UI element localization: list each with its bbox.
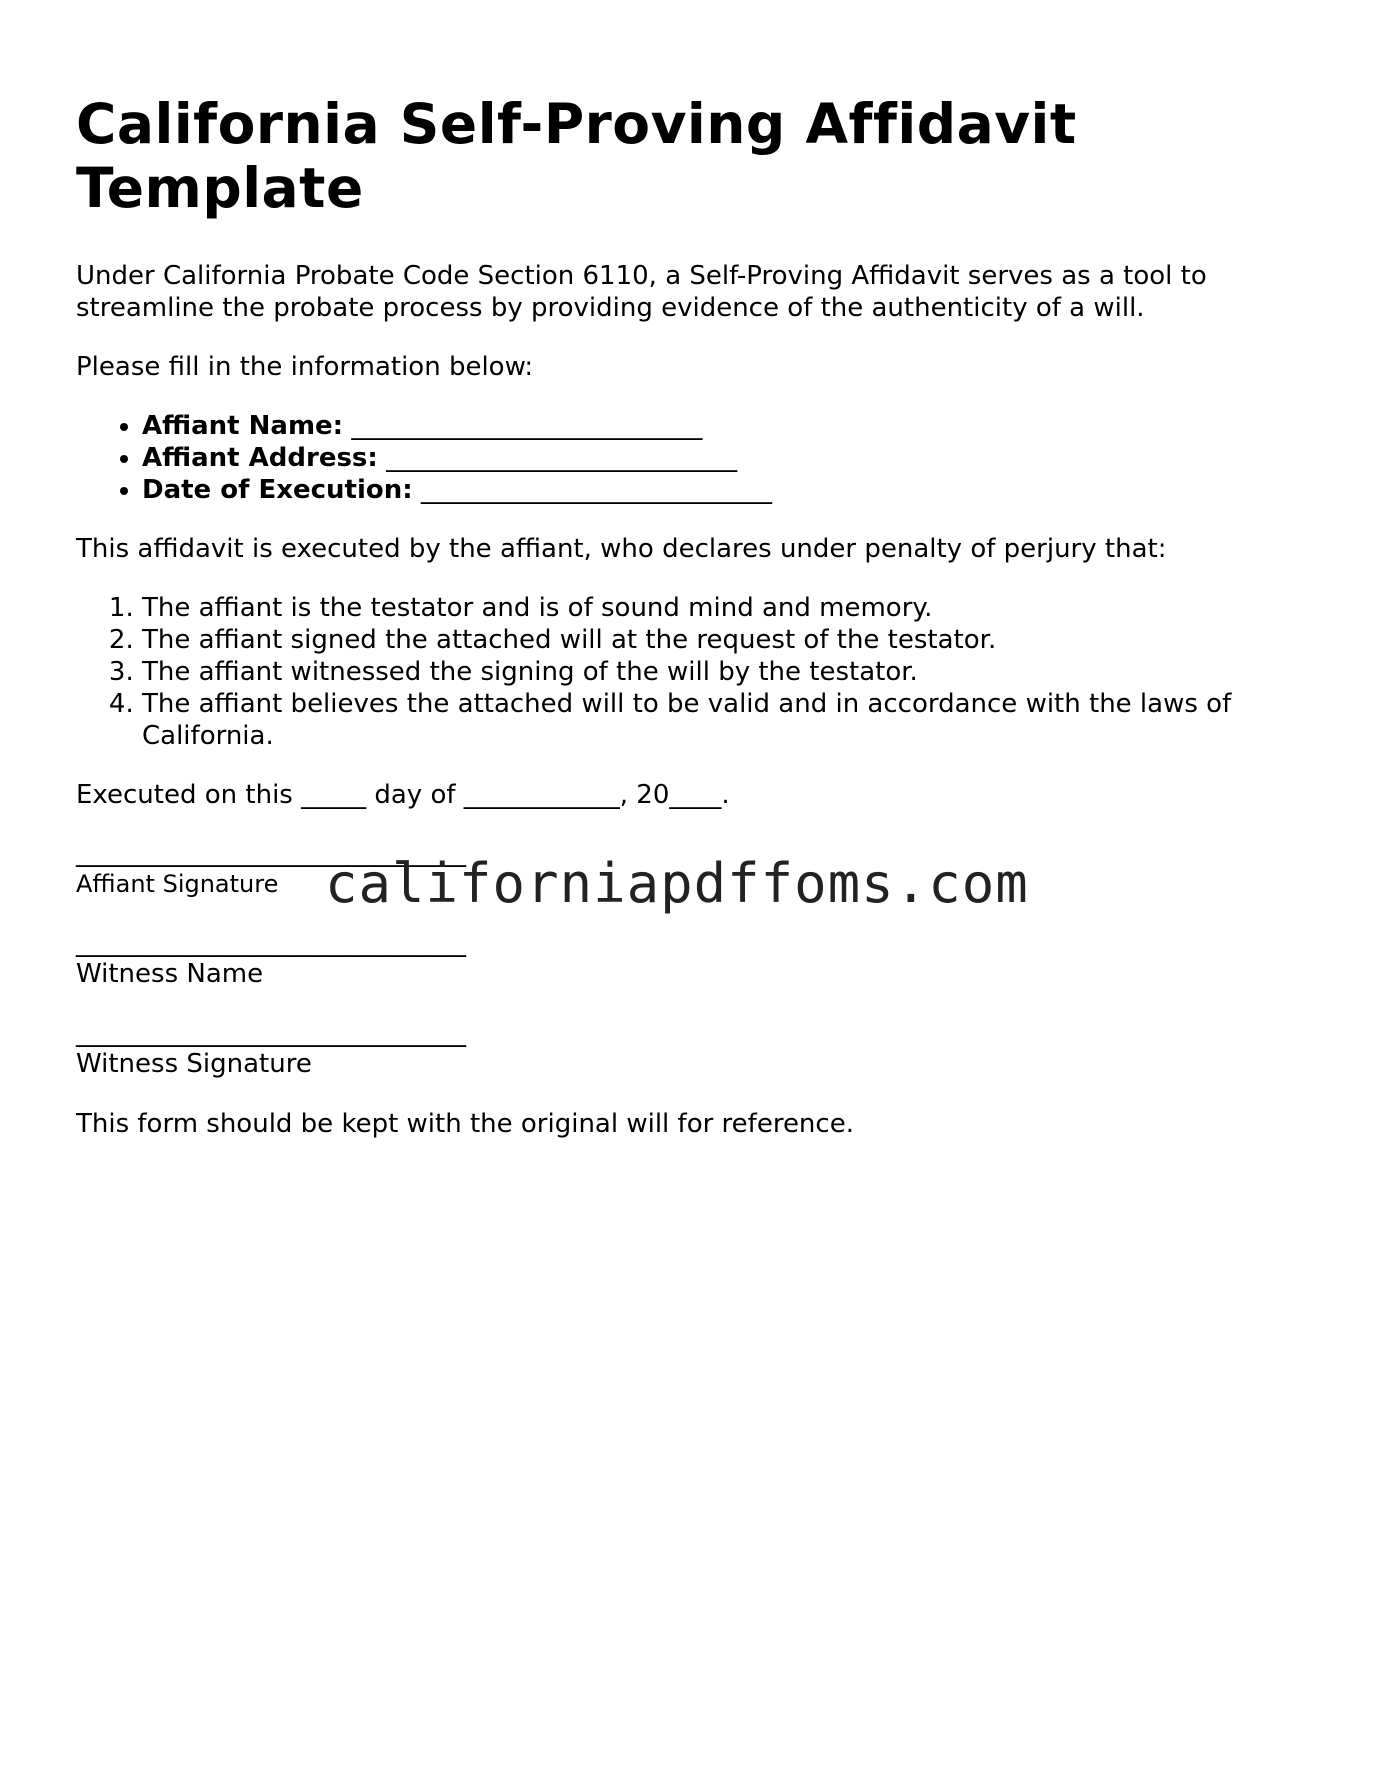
field-blank[interactable]: ___________________________ [420,475,772,505]
field-label: Date of Execution: [142,475,413,505]
witness-signature-block [76,1018,1306,1080]
signature-line[interactable]: ______________________________ [76,838,466,868]
field-blank[interactable]: ___________________________ [386,443,738,473]
declaration-item: 4. The affiant believes the attached will to be valid and in accordance with the laws of California. [142,688,1306,752]
field-blank[interactable]: ___________________________ [351,411,703,441]
witness-name-label: Witness Name [76,959,264,989]
witness-signature-label: Witness Signature [76,1049,312,1079]
field-date-of-execution [142,474,1306,506]
field-affiant-name [142,410,1306,442]
signature-line[interactable]: ______________________________ [76,1018,466,1048]
watermark: californiapdffoms.com [325,852,1029,915]
field-label: Affiant Address: [142,443,378,473]
document-page [76,92,1306,1167]
executed-line: Executed on this _____ day of ____________, 20____. [76,780,730,810]
affiant-signature-label: Affiant Signature [76,870,279,898]
footer-note: This form should be kept with the original will for reference. [76,1109,854,1139]
field-affiant-address [142,442,1306,474]
intro-paragraph: Under California Probate Code Section 6110, a Self-Proving Affidavit serves as a tool to streamline the probate process by providing evidence of the authenticity of a will. [76,261,1207,323]
signature-line[interactable]: ______________________________ [76,928,466,958]
field-label: Affiant Name: [142,411,344,441]
declaration-list [76,592,1306,752]
declaration-item: 1. The affiant is the testator and is of sound mind and memory. [142,592,1306,624]
declaration-item: 2. The affiant signed the attached will at the request of the testator. [142,624,1306,656]
declaration-intro: This affidavit is executed by the affiant, who declares under penalty of perjury that: [76,534,1167,564]
witness-name-block [76,928,1306,990]
fill-instruction: Please fill in the information below: [76,352,534,382]
document-title: California Self-Proving Affidavit Template [76,92,1077,220]
field-list [76,410,1306,506]
declaration-item: 3. The affiant witnessed the signing of the will by the testator. [142,656,1306,688]
